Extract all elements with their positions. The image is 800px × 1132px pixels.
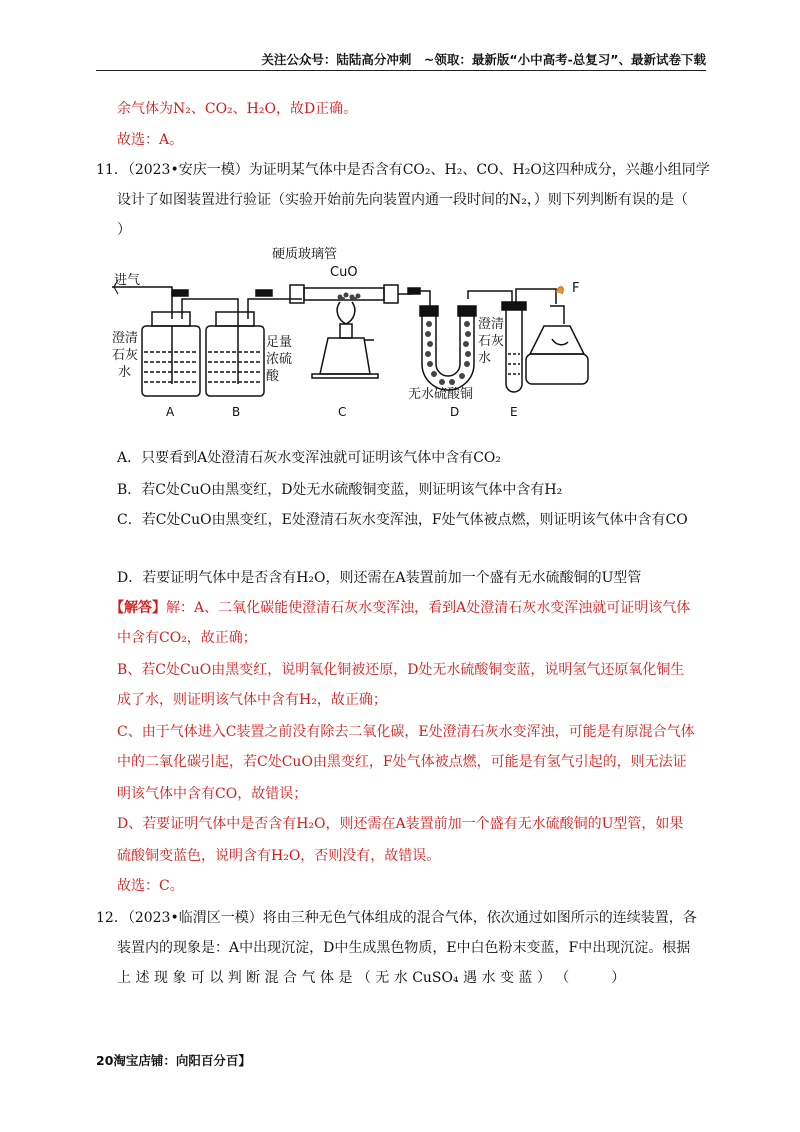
- solution-line-3: B、若C处CuO由黑变红，说明氧化铜被还原，D处无水硫酸铜变蓝，说明氢气还原氧化铜生: [117, 662, 685, 678]
- solution-line-5: C、由于气体进入C装置之前没有除去二氧化碳，E处澄清石灰水变浑浊，可能是有原混合气体: [117, 724, 695, 740]
- label-e-line3: 水: [478, 351, 492, 366]
- tube-label: 硬质玻璃管: [272, 247, 338, 262]
- header-divider: [96, 70, 706, 71]
- question-11-stem-2: 设计了如图装置进行验证（实验开始前先向装置内通一段时间的N₂，）则下列判断有误的是（: [117, 192, 688, 208]
- letter-e: E: [510, 405, 518, 419]
- option-a: A．只要看到A处澄清石灰水变浑浊就可证明该气体中含有CO₂: [117, 450, 502, 466]
- letter-d: D: [450, 405, 460, 419]
- option-b: B．若C处CuO由黑变红，D处无水硫酸铜变蓝，则证明该气体中含有H₂: [117, 482, 563, 498]
- label-b-line2: 浓硫: [266, 352, 293, 367]
- question-12-stem-3: 上 述 现 象 可 以 判 断 混 合 气 体 是 （ 无 水 CuSO₄ 遇 水 变 蓝 ） （ ）: [117, 970, 626, 986]
- question-11-stem-3: ）: [117, 222, 131, 238]
- solution-line-7: 明该气体中含有CO，故错误；: [117, 786, 308, 802]
- option-d: D．若要证明气体中是否含有H₂O，则还需在A装置前加一个盛有无水硫酸铜的U型管: [117, 570, 642, 586]
- question-12-stem-2: 装置内的现象是：A中出现沉淀，D中生成黑色物质，E中白色粉末变蓝，F中出现沉淀。根据: [117, 940, 691, 956]
- solution-tag: 【解答】: [110, 600, 166, 616]
- header-text: 关注公众号：陆陆高分冲刺 ~领取：最新版“小中高考-总复习”、最新试卷下载: [261, 52, 706, 67]
- letter-b: B: [232, 405, 241, 419]
- solution-line-4: 成了水，则证明该气体中含有H₂，故正确；: [117, 692, 387, 708]
- solution-line-10: 故选：C。: [117, 878, 184, 894]
- page-header: [96, 50, 706, 72]
- cuo-label: CuO: [330, 265, 358, 280]
- page-footer: 20淘宝店铺：向阳百分百】: [96, 1053, 251, 1068]
- label-a-line2: 石灰: [112, 348, 139, 363]
- question-12-stem: 12．（2023•临渭区一模）将由三种无色气体组成的混合气体，依次通过如图所示的连续装置，各: [96, 910, 697, 926]
- letter-a: A: [166, 405, 175, 419]
- label-f: F: [572, 281, 580, 296]
- label-d: 无水硫酸铜: [408, 387, 474, 402]
- solution-line-8: D、若要证明气体中是否含有H₂O，则还需在A装置前加一个盛有无水硫酸铜的U型管，如果: [117, 816, 684, 832]
- solution-line-2: 中含有CO₂，故正确；: [117, 630, 257, 646]
- answer-choice: 故选：A。: [117, 132, 184, 148]
- solution-line-6: 中的二氧化碳引起，若C处CuO由黑变红，F处气体被点燃，可能是有氢气引起的，则无法证: [117, 754, 687, 770]
- label-e-line1: 澄清: [478, 317, 505, 332]
- solution-line-9: 硫酸铜变蓝色，说明含有H₂O，否则没有，故错误。: [117, 848, 441, 864]
- apparatus-diagram: [112, 244, 612, 424]
- question-11-stem: 11．（2023•安庆一模）为证明某气体中是否含有CO₂、H₂、CO、H₂O这四种成分，兴趣小组同学: [96, 162, 710, 178]
- option-c: C．若C处CuO由黑变红，E处澄清石灰水变浑浊，F处气体被点燃，则证明该气体中含有CO: [117, 512, 688, 528]
- inlet-label: 进气: [114, 273, 141, 288]
- letter-c: C: [338, 405, 347, 419]
- answer-line: 余气体为N₂、CO₂、H₂O，故D正确。: [117, 101, 358, 117]
- label-b-line3: 酸: [266, 369, 280, 384]
- solution-text: 解：A、二氧化碳能使澄清石灰水变浑浊，看到A处澄清石灰水变浑浊就可证明该气体: [166, 600, 691, 616]
- label-b-line1: 足量: [266, 335, 293, 350]
- label-e-line2: 石灰: [478, 334, 505, 349]
- label-a-line1: 澄清: [112, 331, 139, 346]
- label-a-line3: 水: [118, 365, 132, 380]
- solution-line-1: [110, 598, 690, 618]
